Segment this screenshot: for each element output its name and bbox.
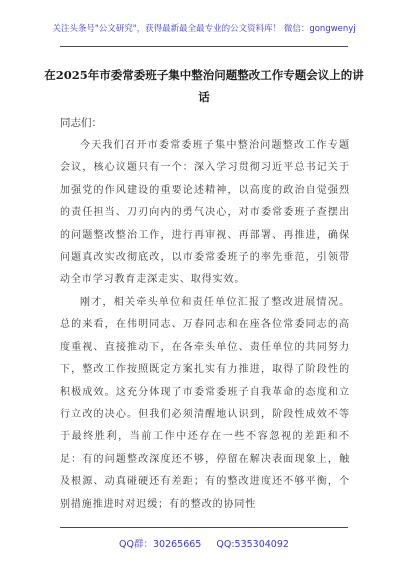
paragraph-progress: 刚才，相关牵头单位和责任单位汇报了整改进展情况。总的来看，在伟明同志、万春同志和在座各位常委同志的高度重视、直接推动下，在各牵头单位、责任单位的共同努力下，整改工作按照既定方案扎实有力推进，取得了阶段性的积极成效。这充分体现了市委常委班子自我革命的态度和立行立改的决心。但我们必须清醒地认识到，阶段性成效不等于最终胜利，当前工作中还存在一些不容忽视的差距和不足：有的问题整改深度还不够，停留在解决表面现象上，触及根源、动真碰硬还有差距；有的整改进度还不够平衡，个别措施推进时对迟缓；有的整改的协同性 xyxy=(60,297,350,510)
promo-header: 关注头条号"公文研究"，获得最新最全最专业的公文资料库！ 微信：gongwenyj xyxy=(52,24,356,34)
greeting: 同志们： xyxy=(60,117,102,129)
paragraph-opening: 今天我们召开市委常委班子集中整治问题整改工作专题会议，核心议题只有一个：深入学习贯彻习近平总书记关于加强党的作风建设的重要论述精神，以高度的政治自觉强烈的责任担当、刀刃向内的勇气决心，对市委常委班子查摆出的问题整改整治工作，进行再审视、再部署、再推进，确保问题真改实改彻底改，以市委常委班子的率先垂范，引领带动全市学习教育走深走实、取得实效。 xyxy=(60,140,350,286)
qq-contact: QQ:535304092 xyxy=(216,539,289,550)
qq-group: QQ群：30265665 xyxy=(119,539,202,550)
footer-divider xyxy=(60,527,348,528)
header-divider xyxy=(60,46,348,47)
footer xyxy=(0,536,408,550)
document-title: 在2025年市委常委班子集中整治问题整改工作专题会议上的讲话 xyxy=(44,68,364,104)
